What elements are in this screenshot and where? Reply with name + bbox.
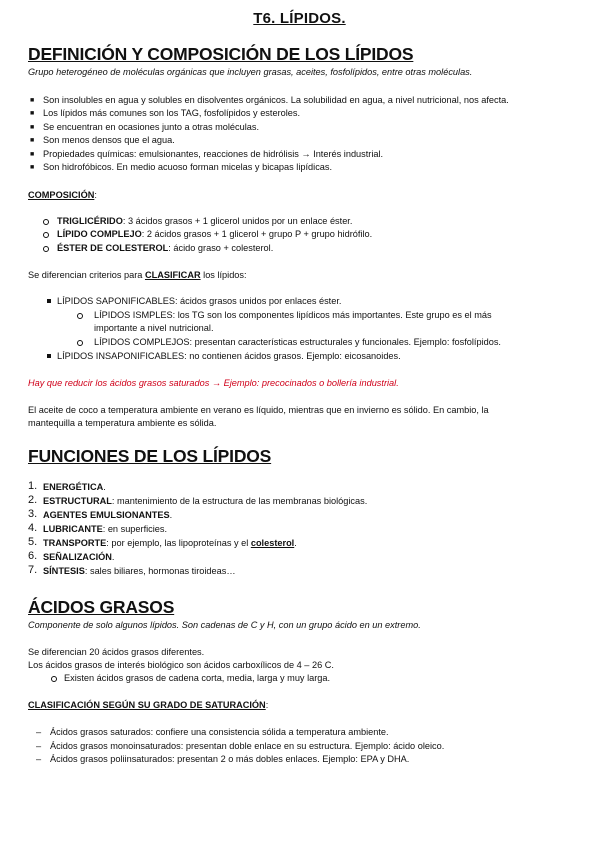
clasificacion-label: CLASIFICACIÓN SEGÚN SU GRADO DE SATURACIÓN <box>28 700 266 710</box>
function-term: TRANSPORTE <box>43 538 107 548</box>
function-text: : en superficies. <box>102 524 168 534</box>
circle-bullet-icon <box>77 340 83 346</box>
acidos-intro: Componente de solo algunos lípidos. Son cadenas de C y H, con un grupo ácido en un extremo. <box>28 620 421 630</box>
clasificacion-colon: : <box>265 700 269 710</box>
function-number: 1. <box>28 480 38 492</box>
property-item: Son menos densos que el agua. <box>43 135 175 145</box>
saturation-item: Ácidos grasos poliinsaturados: presentan 2 o más dobles enlaces. Ejemplo: EPA y DHA. <box>50 754 410 764</box>
clasificacion-heading <box>28 700 268 711</box>
dash-bullet-icon: – <box>36 741 42 751</box>
composition-item <box>57 216 352 227</box>
bullet-icon: ■ <box>30 124 35 131</box>
function-term: ESTRUCTURAL <box>43 496 112 506</box>
function-number: 4. <box>28 522 38 534</box>
clasificar-line <box>28 270 247 281</box>
section-heading-acidos: ÁCIDOS GRASOS <box>28 597 175 617</box>
composition-text: : ácido graso + colesterol. <box>168 243 274 253</box>
circle-bullet-icon <box>43 219 49 225</box>
composicion-colon: : <box>94 190 97 200</box>
composition-text: : 3 ácidos grasos + 1 glicerol unidos por un enlace éster. <box>122 216 353 226</box>
property-item: Son hidrofóbicos. En medio acuoso forman micelas y bicapas lipídicas. <box>43 162 333 172</box>
acidos-line2: Los ácidos grasos de interés biológico son ácidos carboxílicos de 4 – 26 C. <box>28 660 334 670</box>
composition-item <box>57 229 372 240</box>
section-heading-definicion: DEFINICIÓN Y COMPOSICIÓN DE LOS LÍPIDOS <box>28 44 414 64</box>
clasificar-post: los lípidos: <box>200 270 247 280</box>
function-text: . <box>169 510 173 520</box>
dash-bullet-icon: – <box>36 727 42 737</box>
bullet-icon: ■ <box>30 110 35 117</box>
clasificar-term: CLASIFICAR <box>144 270 201 280</box>
document-title: T6. LÍPIDOS. <box>253 10 346 27</box>
composicion-label: COMPOSICIÓN <box>28 190 95 200</box>
function-term: AGENTES EMULSIONANTES <box>43 510 170 520</box>
bullet-icon: ■ <box>30 137 35 144</box>
clasificar-pre: Se diferencian criterios para <box>28 270 145 280</box>
function-number: 6. <box>28 550 38 562</box>
definition-intro: Grupo heterogéneo de moléculas orgánicas que incluyen grasas, aceites, fosfolípidos, entre otras moléculas. <box>28 67 473 77</box>
dash-bullet-icon: – <box>36 754 42 764</box>
function-number: 5. <box>28 536 38 548</box>
function-number: 2. <box>28 494 38 506</box>
acidos-sub-item: Existen ácidos grasos de cadena corta, media, larga y muy larga. <box>64 673 331 683</box>
warning-note: Hay que reducir los ácidos grasos saturados → Ejemplo: precocinados o bollería industrial. <box>28 378 399 388</box>
function-item <box>43 496 367 507</box>
function-text: . <box>111 552 115 562</box>
property-item: Se encuentran en ocasiones junto a otras moléculas. <box>43 122 260 132</box>
composition-text: : 2 ácidos grasos + 1 glicerol + grupo P + grupo hidrófilo. <box>141 229 373 239</box>
function-term: SÍNTESIS <box>43 566 85 576</box>
composition-term: LÍPIDO COMPLEJO <box>57 229 142 239</box>
coco-paragraph-line1: El aceite de coco a temperatura ambiente en verano es líquido, mientras que en invierno es sólido. En cambio, la <box>28 405 489 415</box>
function-number: 7. <box>28 564 38 576</box>
composition-item <box>57 243 273 254</box>
saturation-item: Ácidos grasos monoinsaturados: presentan doble enlace en su estructura. Ejemplo: ácido oleico. <box>50 741 445 751</box>
composicion-heading <box>28 190 97 201</box>
function-item <box>43 552 114 563</box>
property-item: Son insolubles en agua y solubles en disolventes orgánicos. La solubilidad en agua, a nivel nutricional, nos afecta. <box>43 95 509 105</box>
composition-term: ÉSTER DE COLESTEROL <box>57 243 169 253</box>
complejos-item: LÍPIDOS COMPLEJOS: presentan características estructurales y funcionales. Ejemplo: fosfolípidos. <box>94 337 501 347</box>
square-bullet-icon <box>47 354 51 358</box>
function-term: SEÑALIZACIÓN <box>43 552 112 562</box>
function-term-colesterol: colesterol <box>250 538 295 548</box>
function-item <box>43 566 236 577</box>
bullet-icon: ■ <box>30 97 35 104</box>
circle-bullet-icon <box>77 313 83 319</box>
circle-bullet-icon <box>43 246 49 252</box>
saturation-item: Ácidos grasos saturados: confiere una consistencia sólida a temperatura ambiente. <box>50 727 389 737</box>
function-term: ENERGÉTICA <box>43 482 104 492</box>
function-text: : mantenimiento de la estructura de las membranas biológicas. <box>111 496 368 506</box>
function-number: 3. <box>28 508 38 520</box>
function-text-end: . <box>294 538 297 548</box>
function-text: : por ejemplo, las lipoproteínas y el <box>106 538 251 548</box>
circle-bullet-icon <box>43 232 49 238</box>
circle-bullet-icon <box>51 676 57 682</box>
function-item <box>43 538 297 549</box>
square-bullet-icon <box>47 299 51 303</box>
simples-item-line1: LÍPIDOS ISMPLES: los TG son los componentes lipídicos más importantes. Este grupo es el más <box>94 310 492 320</box>
property-item: Propiedades químicas: emulsionantes, reacciones de hidrólisis → Interés industrial. <box>43 149 384 159</box>
function-term: LUBRICANTE <box>43 524 103 534</box>
property-item: Los lípidos más comunes son los TAG, fosfolípidos y esteroles. <box>43 108 301 118</box>
function-item <box>43 510 172 521</box>
insaponificables-item: LÍPIDOS INSAPONIFICABLES: no contienen ácidos grasos. Ejemplo: eicosanoides. <box>57 351 401 361</box>
function-text: : sales biliares, hormonas tiroideas… <box>84 566 236 576</box>
acidos-line1: Se diferencian 20 ácidos grasos diferentes. <box>28 647 205 657</box>
section-heading-funciones: FUNCIONES DE LOS LÍPIDOS <box>28 446 272 466</box>
function-item <box>43 524 167 535</box>
function-item <box>43 482 106 493</box>
bullet-icon: ■ <box>30 151 35 158</box>
saponificables-item: LÍPIDOS SAPONIFICABLES: ácidos grasos unidos por enlaces éster. <box>57 296 342 306</box>
function-text: . <box>103 482 106 492</box>
composition-term: TRIGLICÉRIDO <box>57 216 123 226</box>
simples-item-line2: importante a nivel nutricional. <box>94 323 214 333</box>
bullet-icon: ■ <box>30 164 35 171</box>
coco-paragraph-line2: mantequilla a temperatura ambiente es sólida. <box>28 418 217 428</box>
